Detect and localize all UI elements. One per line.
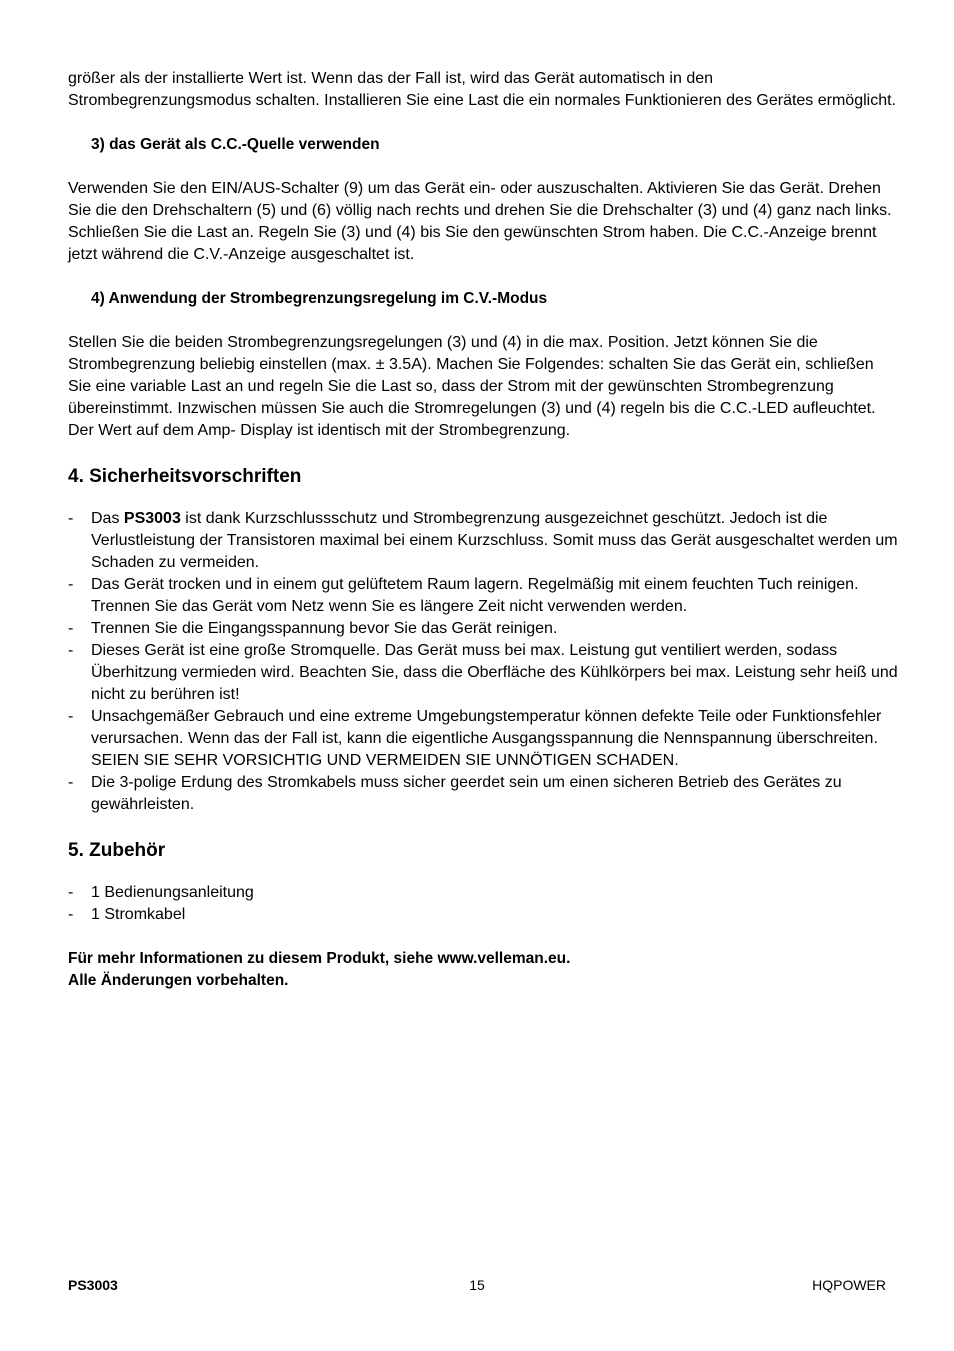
dash-bullet: -: [68, 708, 74, 725]
page-number: 15: [469, 1277, 485, 1293]
dash-bullet: -: [68, 906, 74, 923]
page-footer: [68, 1274, 886, 1296]
accessories-list: [68, 882, 898, 926]
section-4-paragraph: Stellen Sie die beiden Strombegrenzungsregelungen (3) und (4) in die max. Position. Jetzt können Sie die Strombegrenzung beliebig einstellen (max. ± 3.5A). Machen Sie Folgendes: schalten Sie das Gerät ein, schließen Sie eine variable Last an und regeln Sie die Last so, dass der Strom mit der gewünschten Strombegrenzung übereinstimmt. Inzwischen müssen Sie auch die Stromregelungen (3) und (4) regeln bis die C.C.-LED aufleuchtet. Der Wert auf dem Amp- Display ist identisch mit der Strombegrenzung.: [68, 334, 876, 439]
item-text-post: ist dank Kurzschlussschutz und Strombegrenzung ausgezeichnet geschützt. Jedoch ist die Verlustleistung der Transistoren maximal bei einem Kurzschluss. Somit muss das Gerät ausgeschaltet werden um Schaden zu vermeiden.: [91, 510, 898, 571]
more-info-note: Für mehr Informationen zu diesem Produkt, siehe www.velleman.eu.: [68, 950, 571, 967]
footer-brand: HQPOWER: [812, 1277, 886, 1293]
list-item: [68, 904, 898, 926]
dash-bullet: -: [68, 620, 74, 637]
item-text: 1 Stromkabel: [91, 906, 186, 923]
safety-heading: 4. Sicherheitsvorschriften: [68, 466, 302, 487]
list-item: [68, 882, 898, 904]
item-text: Trennen Sie die Eingangsspannung bevor Sie das Gerät reinigen.: [91, 620, 558, 637]
intro-paragraph: größer als der installierte Wert ist. Wenn das der Fall ist, wird das Gerät automatisch in den Strombegrenzungsmodus schalten. Installieren Sie eine Last die ein normales Funktionieren des Gerätes ermöglicht.: [68, 70, 896, 109]
list-item: [68, 772, 898, 816]
item-text: Unsachgemäßer Gebrauch und eine extreme Umgebungstemperatur können defekte Teile oder Funktionsfehler verursachen. Wenn das der Fall ist, kann die eigentliche Ausgangsspannung die Nennspannung überschreiten. SEIEN SIE SEHR VORSICHTIG UND VERMEIDEN SIE UNNÖTIGEN SCHADEN.: [91, 708, 882, 769]
footer-model: PS3003: [68, 1277, 118, 1293]
list-item: [68, 706, 898, 772]
changes-reserved-note: Alle Änderungen vorbehalten.: [68, 972, 289, 989]
item-text: Die 3-polige Erdung des Stromkabels muss sicher geerdet sein um einen sicheren Betrieb des Gerätes zu gewährleisten.: [91, 774, 842, 813]
list-item: [68, 618, 898, 640]
item-text-pre: Das: [91, 510, 124, 527]
item-text: 1 Bedienungsanleitung: [91, 884, 254, 901]
section-3-paragraph: Verwenden Sie den EIN/AUS-Schalter (9) um das Gerät ein- oder auszuschalten. Aktivieren Sie das Gerät. Drehen Sie die den Drehschaltern (5) und (6) völlig nach rechts und drehen Sie die Drehschalter (3) und (4) ganz nach links. Schließen Sie die Last an. Regeln Sie (3) und (4) bis Sie den gewünschten Strom haben. Die C.C.-Anzeige brennt jetzt während die C.V.-Anzeige ausgeschaltet ist.: [68, 180, 892, 263]
item-text: Dieses Gerät ist eine große Stromquelle. Das Gerät muss bei max. Leistung gut ventiliert werden, sodass Überhitzung vermieden wird. Beachten Sie, dass die Oberfläche des Kühlkörpers bei max. Leistung sehr heiß und nicht zu berühren ist!: [91, 642, 898, 703]
model-name: PS3003: [123, 510, 181, 527]
dash-bullet: -: [68, 642, 74, 659]
document-page: [68, 68, 898, 992]
list-item: [68, 508, 898, 574]
section-3-heading: 3) das Gerät als C.C.-Quelle verwenden: [91, 136, 380, 153]
accessories-heading: 5. Zubehör: [68, 840, 166, 861]
dash-bullet: -: [68, 510, 74, 527]
dash-bullet: -: [68, 884, 74, 901]
list-item: [68, 640, 898, 706]
dash-bullet: -: [68, 576, 74, 593]
section-4-heading: 4) Anwendung der Strombegrenzungsregelung im C.V.-Modus: [91, 290, 548, 307]
item-text: Das Gerät trocken und in einem gut gelüftetem Raum lagern. Regelmäßig mit einem feuchten Tuch reinigen. Trennen Sie das Gerät vom Netz wenn Sie es längere Zeit nicht verwenden werden.: [91, 576, 859, 615]
safety-list: [68, 508, 898, 816]
dash-bullet: -: [68, 774, 74, 791]
list-item: [68, 574, 898, 618]
